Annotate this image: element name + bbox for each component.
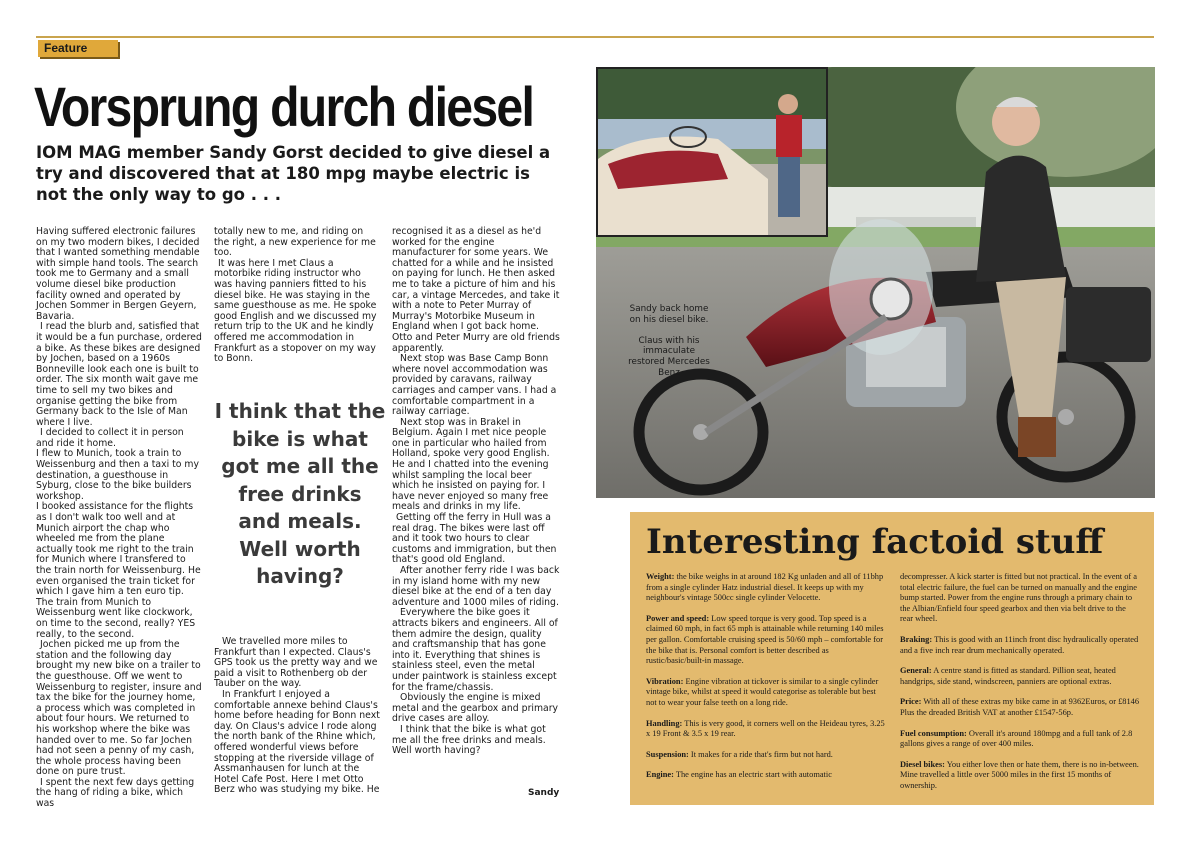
fact-item bbox=[900, 697, 1140, 718]
photo-illustration bbox=[598, 69, 826, 235]
fact-label: Handling: bbox=[646, 718, 683, 728]
fact-text: the bike weighs in at around 182 Kg unladen and all of 11bhp from a single cylinder Hatz industrial diesel. It keeps up with my neighbour's vintage 500cc single cylinder Velocette. bbox=[646, 572, 884, 603]
fact-label: Vibration: bbox=[646, 676, 684, 686]
paragraph: totally new to me, and riding on the right, a new experience for me too. bbox=[214, 226, 376, 259]
fact-text: decompresser. A kick starter is fitted but not practical. In the event of a total electric failure, the fuel can be turned on manually and the engine bump started. Power from the engine runs through a primary chain to the Albian/Enfield four speed gearbox and then via belt drive to the rear wheel. bbox=[900, 572, 1137, 624]
fact-text: It makes for a ride that's firm but not hard. bbox=[688, 749, 833, 759]
author-signature: Sandy bbox=[528, 788, 560, 798]
fact-item bbox=[900, 635, 1140, 656]
photo-claus-with-mercedes bbox=[596, 67, 828, 237]
paragraph: Next stop was in Brakel in Belgium. Again I met nice people one in particular who hailed from Holland, spoke very good English. He and I chatted into the evening whilst sampling the local beer which he insisted on paying for. I have never enjoyed so many free meals and drinks in my life. bbox=[392, 416, 550, 513]
caption-line: Sandy back home on his diesel bike. bbox=[629, 304, 709, 325]
fact-item bbox=[900, 666, 1140, 687]
fact-item bbox=[646, 572, 886, 604]
caption-line: Claus with his immaculate restored Mercedes Benz bbox=[628, 335, 710, 378]
paragraph: I think that the bike is what got me all the free drinks and meals. Well worth having? bbox=[392, 723, 546, 757]
fact-text: This is very good, it corners well on the Heideau tyres, 3.25 x 19 Front & 3.5 x 19 rear. bbox=[646, 718, 885, 739]
fact-item bbox=[646, 614, 886, 667]
fact-item bbox=[646, 719, 886, 740]
fact-label: Power and speed: bbox=[646, 613, 710, 623]
factbox-column-1 bbox=[646, 572, 886, 791]
fact-text: You either love then or hate them, there is no in-between. Mine travelled a little over 5000 miles in the first 15 months of ownership. bbox=[900, 759, 1139, 790]
photo-caption bbox=[626, 304, 712, 379]
paragraph: Getting off the ferry in Hull was a real drag. The bikes were last off and it took two hours to clear customs and immigration, but then that's good old England. bbox=[392, 512, 557, 566]
fact-item bbox=[900, 760, 1140, 792]
factbox-title: Interesting factoid stuff bbox=[646, 522, 1104, 562]
fact-text: With all of these extras my bike came in at 9362Euros, or £8146 Plus the dreaded British VAT at another £1547-56p. bbox=[900, 697, 1140, 717]
paragraph: recognised it as a diesel as he'd worked for the engine manufacturer for some years. We chatted for a while and he insisted on paying for lunch. He then asked me to take a picture of him and his car, a vintage Mercedes, and take it with a note to Peter Murray of Murray's Motorbike Museum in England when I got back home. Otto and Peter Murry are old friends apparently. bbox=[392, 226, 560, 354]
top-rule bbox=[36, 36, 1154, 38]
fact-text: Overall it's around 180mpg and a full tank of 2.8 gallons gives a range of over 400 miles. bbox=[900, 728, 1133, 749]
article-column-2-bottom bbox=[214, 637, 380, 796]
paragraph: We travelled more miles to Frankfurt than I expected. Claus's GPS took us the pretty way and we paid a visit to Rothenberg ob der Tauber on the way. bbox=[214, 636, 378, 690]
paragraph: I decided to collect it in person and ride it home. bbox=[36, 427, 184, 449]
article-column-3 bbox=[392, 227, 560, 757]
factbox bbox=[630, 512, 1154, 805]
paragraph: After another ferry ride I was back in my island home with my new diesel bike at the end of a ten day adventure and 1000 miles of riding. bbox=[392, 565, 560, 608]
fact-label: Price: bbox=[900, 697, 922, 707]
fact-text: The engine has an electric start with automatic bbox=[673, 770, 832, 780]
fact-item bbox=[646, 677, 886, 709]
article-column-1 bbox=[36, 227, 202, 810]
fact-label: General: bbox=[900, 666, 932, 676]
fact-item bbox=[646, 750, 886, 761]
standfirst: IOM MAG member Sandy Gorst decided to give diesel a try and discovered that at 180 mpg maybe electric is not the only way to go . . . bbox=[36, 143, 551, 204]
article-column-2-top bbox=[214, 227, 380, 365]
pull-quote: I think that the bike is what got me all the free drinks and meals. Well worth having? bbox=[214, 399, 386, 588]
paragraph: In Frankfurt I enjoyed a comfortable annexe behind Claus's home before heading for Bonn next day. On Claus's advice I rode along the north bank of the Rhine which, offered wonderful views before stopping at the riverside village of Assmanhausen for lunch at the Hotel Cafe Post. Here I met Otto Berz who was studying my bike. He bbox=[214, 688, 380, 796]
fact-label: Fuel consumption: bbox=[900, 728, 967, 738]
fact-item bbox=[646, 770, 886, 781]
paragraph: It was here I met Claus a motorbike riding instructor who was having panniers fitted to his diesel bike. He was staying in the same guesthouse as me. He spoke good English and we discussed my return trip to the UK and he kindly offered me accommodation in Frankfurt as a stopover on my way to Bonn. bbox=[214, 257, 377, 365]
paragraph: I flew to Munich, took a train to Weissenburg and then a taxi to my destination, a guesthouse in Syburg, close to the bike builders workshop. bbox=[36, 448, 199, 502]
fact-label: Braking: bbox=[900, 634, 933, 644]
paragraph: Next stop was Base Camp Bonn where novel accommodation was provided by caravans, railway carriages and camper vans. I had a comfortable compartment in a railway carriage. bbox=[392, 353, 557, 418]
factbox-column-2 bbox=[900, 572, 1140, 802]
fact-label: Engine: bbox=[646, 770, 674, 780]
paragraph: I read the blurb and, satisfied that it would be a fun purchase, ordered a bike. As these bikes are designed by Jochen, based on a 1960s Bonneville look each one is built to order. The six month wait gave me time to sell my two bikes and organise getting the bike from Germany back to the Isle of Man where I live. bbox=[36, 321, 202, 428]
paragraph: Having suffered electronic failures on my two modern bikes, I decided that I wanted something mendable with simple hand tools. The search took me to Germany and a small volume diesel bike production facility owned and operated by Jochen Sommer in Bergen Geyern, Bavaria. bbox=[36, 226, 200, 322]
section-tag: Feature bbox=[38, 40, 118, 57]
paragraph: I spent the next few days getting the hang of riding a bike, which was bbox=[36, 776, 195, 810]
fact-label: Weight: bbox=[646, 572, 675, 581]
paragraph: Obviously the engine is mixed metal and the gearbox and primary drive cases are alloy. bbox=[392, 692, 559, 725]
fact-text: This is good with an 11inch front disc hydraulically operated and a five inch rear drum mechanically operated. bbox=[900, 634, 1139, 655]
fact-text: Engine vibration at tickover is similar to a single cylinder vintage bike, whilst at speed it would categorise as tolerable but best not to wear your false teeth on a long ride. bbox=[646, 676, 879, 707]
fact-label: Suspension: bbox=[646, 749, 689, 759]
paragraph: Jochen picked me up from the station and the following day brought my new bike on a trailer to the guesthouse. Off we went to Weissenburg to register, insure and tax the bike for the journey home, a process which was completed in about four hours. We returned to his workshop where the bike was handed over to me. So far Jochen had not seen a penny of my cash, the whole process having been done on pure trust. bbox=[36, 639, 202, 778]
fact-item bbox=[900, 572, 1140, 625]
fact-text: Low speed torque is very good. Top speed is a claimed 60 mph, in fact 65 mph is attainable while returning 140 miles per gallon. Comfortable cruising speed is 50/60 mph – comfortable for the bike that is. Personal comfort is better described as rustic/basic/built-in massage. bbox=[646, 613, 884, 666]
fact-item bbox=[900, 729, 1140, 750]
paragraph: Everywhere the bike goes it attracts bikers and engineers. All of them admire the design, quality and craftsmanship that has gone into it. Everything that shines is stainless steel, even the metal under paintwork is stainless except for the frame/chassis. bbox=[392, 607, 558, 693]
paragraph: I booked assistance for the flights as I don't walk too well and at Munich airport the chap who wheeled me from the plane actually took me right to the train for Munich where I transfered to the train north for Weissenburg. He even organised the train ticket for which I gave him a ten euro tip. The train from Munich to Weissenburg went like clockwork, on time to the second, really? YES really, to the second. bbox=[36, 501, 201, 640]
fact-label: Diesel bikes: bbox=[900, 759, 945, 769]
headline: Vorsprung durch diesel bbox=[34, 75, 534, 138]
fact-text: A centre stand is fitted as standard. Pillion seat, heated handgrips, side stand, windscreen, panniers are optional extras. bbox=[900, 666, 1116, 686]
